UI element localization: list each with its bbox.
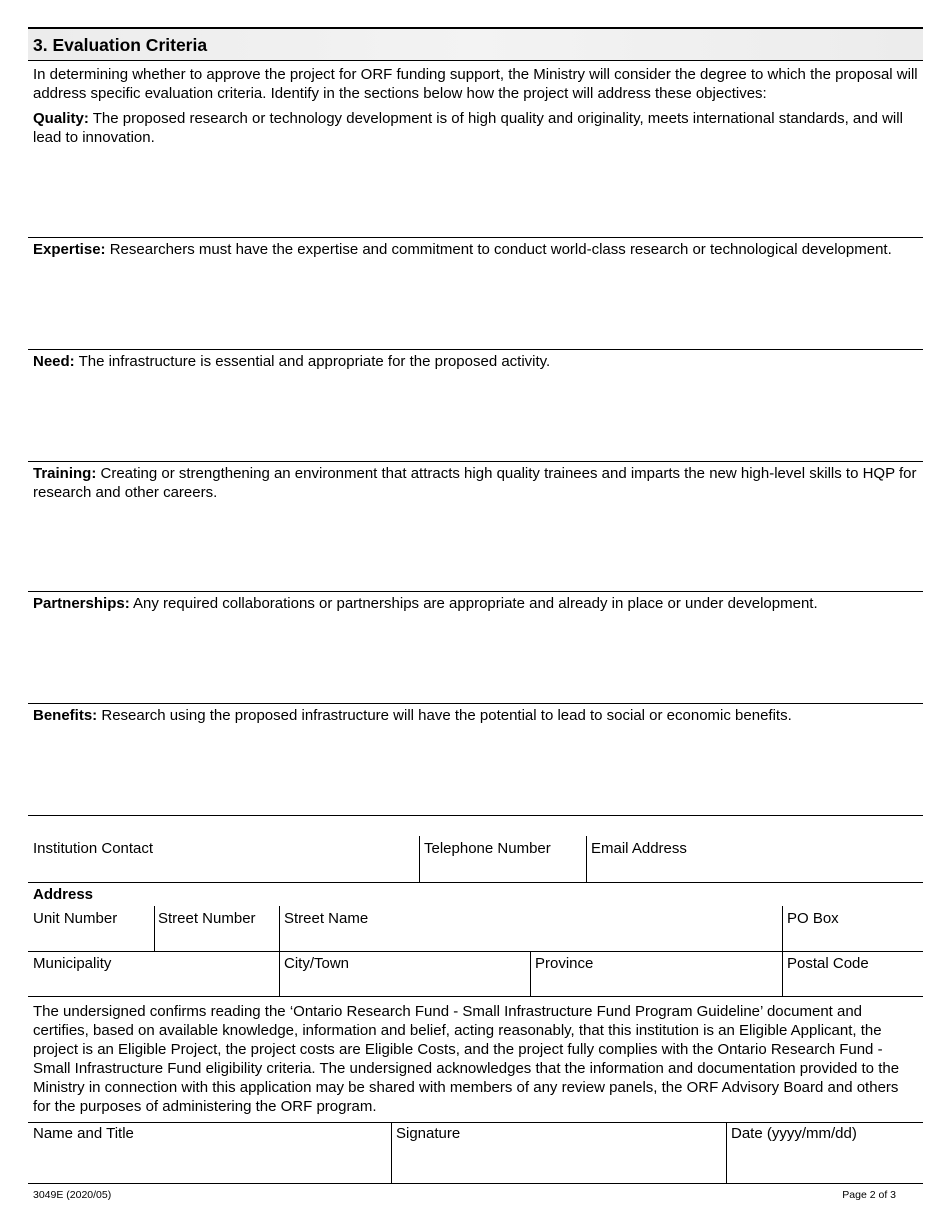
city-town-field[interactable]	[284, 975, 528, 995]
training-answer-field[interactable]	[33, 506, 917, 590]
divider	[530, 951, 531, 996]
section-title: 3. Evaluation Criteria	[33, 35, 208, 55]
postal-code-field[interactable]	[787, 975, 921, 995]
street-name-field[interactable]	[284, 930, 780, 950]
province-label: Province	[535, 955, 594, 972]
divider	[391, 1122, 392, 1183]
criterion-text: Research using the proposed infrastructure will have the potential to lead to social or economic benefits.	[97, 707, 792, 724]
municipality-field[interactable]	[33, 975, 277, 995]
divider	[28, 815, 923, 816]
divider	[586, 836, 587, 882]
city-town-label: City/Town	[284, 955, 350, 972]
divider	[28, 951, 923, 952]
street-number-field[interactable]	[158, 930, 277, 950]
criterion-label: Expertise:	[33, 241, 106, 258]
email-label: Email Address	[591, 840, 687, 857]
signature-field[interactable]	[396, 1147, 724, 1179]
section-intro: In determining whether to approve the project for ORF funding support, the Ministry will consider the degree to which the proposal will address specific evaluation criteria. Identify in the sections below how the project will address these objectives:	[33, 66, 918, 102]
expertise-answer-field[interactable]	[33, 264, 917, 348]
telephone-field[interactable]	[424, 860, 584, 880]
certification-statement: The undersigned confirms reading the ‘Ontario Research Fund - Small Infrastructure Fund Program Guideline’ document and certifies, based on available knowledge, information and belief, acting reasonably, that this institution is an Eligible Applicant, the project is an Eligible Project, the project costs are Eligible Costs, and the project fully complies with the Ontario Research Fund - Small Infrastructure Fund eligibility criteria. The undersigned acknowledges that the information and documentation provided to the Ministry in connection with this application may be shared with members of any review panels, the ORF Advisory Board and others for the purposes of administering the ORF program.	[33, 1003, 900, 1115]
criterion-text: Any required collaborations or partnerships are appropriate and already in place or under development.	[129, 595, 818, 612]
criterion-label: Quality:	[33, 110, 89, 127]
divider	[154, 906, 155, 951]
criterion-label: Partnerships:	[33, 595, 130, 612]
criterion-training	[28, 461, 923, 591]
partnerships-answer-field[interactable]	[33, 618, 917, 702]
date-label: Date (yyyy/mm/dd)	[731, 1125, 857, 1142]
form-number: 3049E (2020/05)	[33, 1189, 112, 1201]
divider	[28, 1122, 923, 1123]
criterion-text: Creating or strengthening an environment that attracts high quality trainees and imparts the new high-level skills to HQP for research and other careers.	[33, 465, 917, 501]
need-answer-field[interactable]	[33, 376, 917, 460]
criterion-label: Need:	[33, 353, 75, 370]
unit-number-label: Unit Number	[33, 910, 118, 927]
telephone-label: Telephone Number	[424, 840, 551, 857]
unit-number-field[interactable]	[33, 930, 152, 950]
date-field[interactable]	[731, 1147, 921, 1179]
divider	[28, 882, 923, 883]
criterion-need	[28, 349, 923, 461]
criterion-partnerships	[28, 591, 923, 703]
institution-contact-field[interactable]	[33, 860, 417, 880]
email-field[interactable]	[591, 860, 921, 880]
criterion-text: The proposed research or technology development is of high quality and originality, meets international standards, and will lead to innovation.	[33, 110, 903, 146]
divider	[28, 996, 923, 997]
province-field[interactable]	[535, 975, 779, 995]
postal-code-label: Postal Code	[787, 955, 869, 972]
criterion-text: Researchers must have the expertise and commitment to conduct world-class research or technological development.	[105, 241, 892, 258]
criterion-label: Training:	[33, 465, 97, 482]
divider	[419, 836, 420, 882]
section-header	[28, 27, 923, 61]
name-title-label: Name and Title	[33, 1125, 134, 1142]
criterion-expertise	[28, 237, 923, 349]
institution-contact-label: Institution Contact	[33, 840, 154, 857]
quality-answer-field[interactable]	[33, 151, 917, 235]
name-title-field[interactable]	[33, 1147, 389, 1179]
criterion-label: Benefits:	[33, 707, 98, 724]
criterion-text: The infrastructure is essential and appropriate for the proposed activity.	[74, 353, 551, 370]
divider	[726, 1122, 727, 1183]
po-box-label: PO Box	[787, 910, 839, 927]
page-number: Page 2 of 3	[842, 1189, 896, 1201]
po-box-field[interactable]	[787, 930, 921, 950]
municipality-label: Municipality	[33, 955, 112, 972]
criterion-benefits	[28, 703, 923, 815]
benefits-answer-field[interactable]	[33, 730, 917, 814]
address-heading: Address	[33, 886, 94, 903]
street-name-label: Street Name	[284, 910, 369, 927]
criterion-quality	[28, 107, 923, 237]
signature-label: Signature	[396, 1125, 461, 1142]
divider	[28, 1183, 923, 1184]
street-number-label: Street Number	[158, 910, 256, 927]
